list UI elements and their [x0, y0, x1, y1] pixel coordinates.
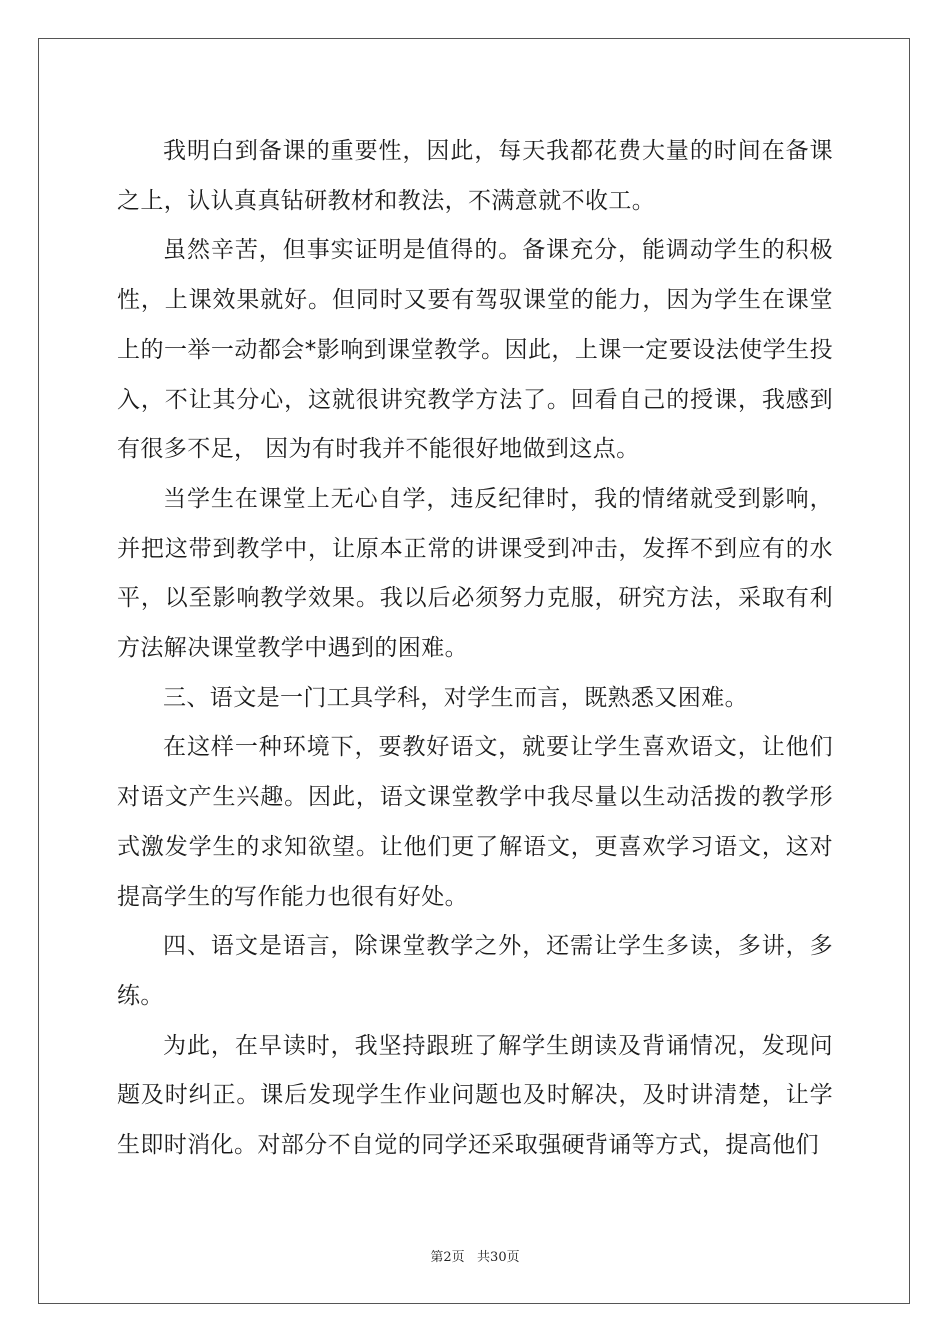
document-body: [117, 127, 833, 1171]
paragraph-5: 在这样一种环境下，要教好语文，就要让学生喜欢语文，让他们对语文产生兴趣。因此，语文课堂教学中我尽量以生动活拨的教学形式激发学生的求知欲望。让他们更了解语文，更喜欢学习语文，这对提高学生的写作能力也很有好处。: [117, 734, 833, 910]
paragraph-7: 为此，在早读时，我坚持跟班了解学生朗读及背诵情况，发现问题及时纠正。课后发现学生作业问题也及时解决，及时讲清楚，让学生即时消化。对部分不自觉的同学还采取强硬背诵等方式，提高他们: [117, 1032, 833, 1159]
page-number-footer: 第2页 共30页: [430, 1250, 520, 1265]
paragraph-2: 虽然辛苦，但事实证明是值得的。备课充分，能调动学生的积极性，上课效果就好。但同时又要有驾驭课堂的能力，因为学生在课堂上的一举一动都会*影响到课堂教学。因此，上课一定要设法使学生投入，不让其分心，这就很讲究教学方法了。回看自己的授课，我感到有很多不足， 因为有时我并不能很好地做到这点。: [117, 237, 833, 463]
paragraph-1: 我明白到备课的重要性，因此，每天我都花费大量的时间在备课之上，认认真真钻研教材和教法，不满意就不收工。: [117, 138, 833, 214]
paragraph-4-heading: 三、语文是一门工具学科，对学生而言，既熟悉又困难。: [163, 684, 748, 711]
paragraph-3: 当学生在课堂上无心自学，违反纪律时，我的情绪就受到影响，并把这带到教学中，让原本正常的讲课受到冲击，发挥不到应有的水平，以至影响教学效果。我以后必须努力克服，研究方法，采取有利方法解决课堂教学中遇到的困难。: [117, 485, 833, 662]
paragraph-6-heading: 四、语文是语言，除课堂教学之外，还需让学生多读，多讲，多练。: [117, 933, 833, 1009]
